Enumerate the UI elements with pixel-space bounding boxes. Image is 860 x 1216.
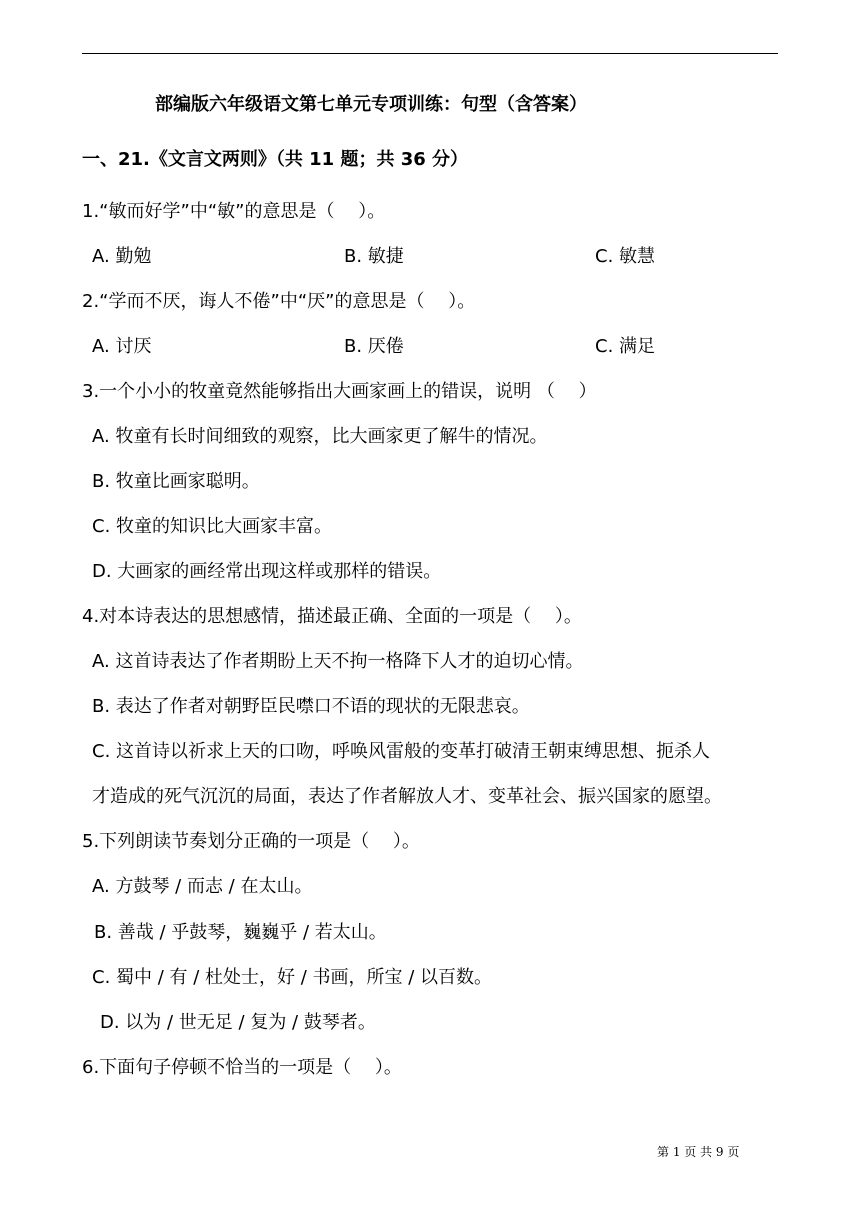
question-5-option-a: A. 方鼓琴 / 而志 / 在太山。 — [92, 876, 313, 897]
section-heading: 一、21.《文言文两则》（共 11 题；共 36 分） — [82, 149, 469, 170]
question-3-option-c: C. 牧童的知识比大画家丰富。 — [92, 516, 333, 537]
question-4-option-c: C. 这首诗以祈求上天的口吻，呼唤风雷般的变革打破清王朝束缚思想、扼杀人 — [92, 741, 711, 762]
question-3-option-a: A. 牧童有长时间细致的观察，比大画家更了解牛的情况。 — [92, 426, 548, 447]
question-5-option-c: C. 蜀中 / 有 / 杜处士，好 / 书画，所宝 / 以百数。 — [92, 967, 493, 988]
question-1-option-c: C. 敏慧 — [595, 246, 656, 267]
page-number-footer: 第 1 页 共 9 页 — [657, 1145, 740, 1159]
question-1-option-a: A. 勤勉 — [92, 246, 152, 267]
question-1-stem: 1.“敏而好学”中“敏”的意思是（ ）。 — [82, 201, 386, 222]
page-title: 部编版六年级语文第七单元专项训练：句型（含答案） — [155, 94, 587, 115]
question-5-option-b: B. 善哉 / 乎鼓琴，巍巍乎 / 若太山。 — [94, 922, 387, 943]
question-6-stem: 6.下面句子停顿不恰当的一项是（ ）。 — [82, 1057, 402, 1078]
question-4-option-b: B. 表达了作者对朝野臣民噤口不语的现状的无限悲哀。 — [92, 696, 530, 717]
question-2-stem: 2.“学而不厌，诲人不倦”中“厌”的意思是（ ）。 — [82, 291, 476, 312]
question-4-option-c-continued: 才造成的死气沉沉的局面，表达了作者解放人才、变革社会、振兴国家的愿望。 — [92, 786, 722, 807]
question-2-option-b: B. 厌倦 — [344, 336, 404, 357]
question-4-option-a: A. 这首诗表达了作者期盼上天不拘一格降下人才的迫切心情。 — [92, 651, 584, 672]
question-3-stem: 3.一个小小的牧童竟然能够指出大画家画上的错误，说明 （ ） — [82, 381, 597, 402]
question-3-option-b: B. 牧童比画家聪明。 — [92, 471, 260, 492]
question-1-option-b: B. 敏捷 — [344, 246, 404, 267]
question-2-option-c: C. 满足 — [595, 336, 656, 357]
question-5-stem: 5.下列朗读节奏划分正确的一项是（ ）。 — [82, 831, 420, 852]
question-4-stem: 4.对本诗表达的思想感情，描述最正确、全面的一项是（ ）。 — [82, 606, 582, 627]
question-3-option-d: D. 大画家的画经常出现这样或那样的错误。 — [92, 561, 442, 582]
header-rule — [82, 53, 778, 54]
question-2-option-a: A. 讨厌 — [92, 336, 152, 357]
question-5-option-d: D. 以为 / 世无足 / 复为 / 鼓琴者。 — [100, 1012, 376, 1033]
